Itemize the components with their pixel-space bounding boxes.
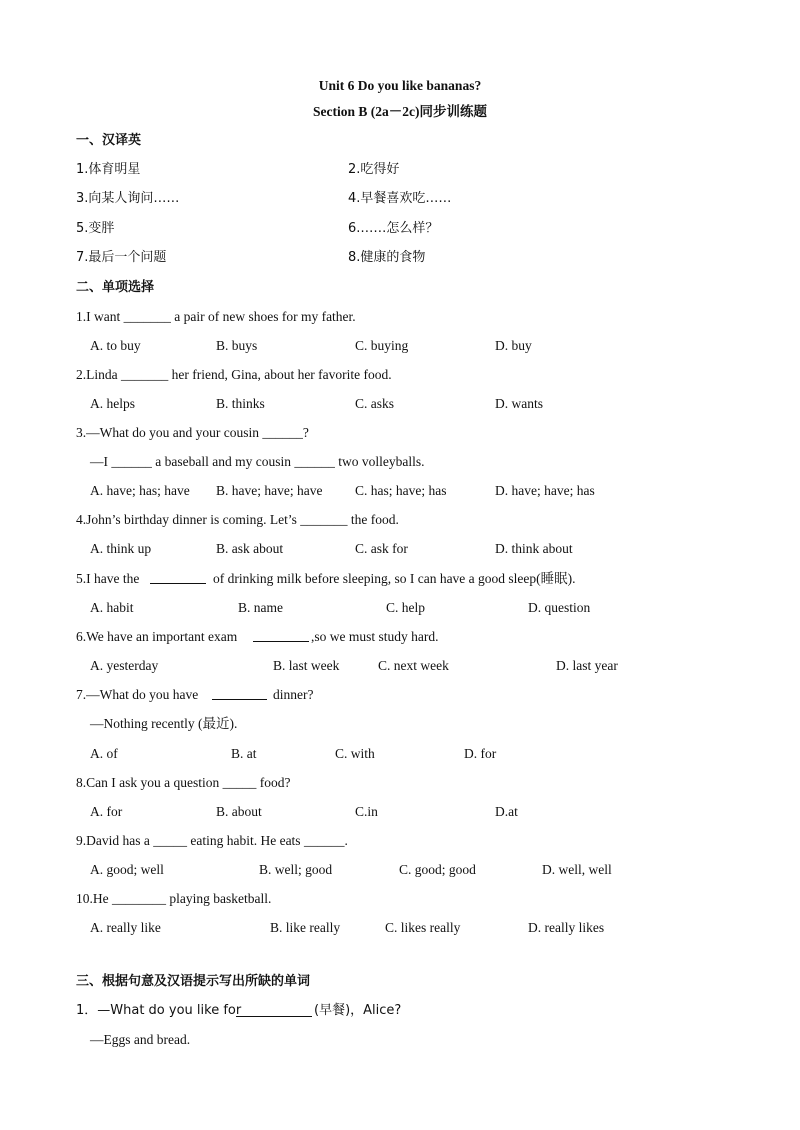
answer-blank — [212, 699, 267, 700]
option-c: C. likes really — [385, 920, 461, 935]
option-d: D. buy — [495, 338, 532, 353]
question-stem-line2: —Nothing recently (最近). — [90, 716, 238, 731]
option-d: D. for — [464, 746, 497, 761]
page-subtitle: Section B (2a－2c)同步训练题 — [313, 104, 487, 119]
translate-item: 4.早餐喜欢吃…… — [348, 191, 452, 206]
section3-heading: 三、根据句意及汉语提示写出所缺的单词 — [76, 974, 311, 989]
option-a: A. for — [90, 804, 123, 819]
question-stem-line2: —I ______ a baseball and my cousin ______ two volleyballs. — [90, 454, 425, 469]
answer-blank — [150, 583, 206, 584]
question-stem: 3.—What do you and your cousin ______? — [76, 425, 309, 440]
translate-item: 1.体育明星 — [76, 162, 141, 177]
section1-heading: 一、汉译英 — [76, 133, 142, 148]
option-a: A. good; well — [90, 862, 164, 877]
option-c: C. buying — [355, 338, 409, 353]
question-stem: 9.David has a _____ eating habit. He eats ______. — [76, 833, 348, 848]
question-stem: 5.I have the — [76, 571, 140, 586]
option-a: A. habit — [90, 600, 134, 615]
option-a: A. think up — [90, 541, 152, 556]
option-b: B. well; good — [259, 862, 333, 877]
option-d: D. have; have; has — [495, 483, 595, 498]
option-c: C. with — [335, 746, 375, 761]
option-c: C. help — [386, 600, 425, 615]
option-c: C.in — [355, 804, 378, 819]
answer-line: —Eggs and bread. — [90, 1032, 191, 1047]
option-b: B. like really — [270, 920, 341, 935]
question-stem: 2.Linda _______ her friend, Gina, about her favorite food. — [76, 367, 392, 382]
option-b: B. last week — [273, 658, 340, 673]
option-d: D. really likes — [528, 920, 605, 935]
question-stem-cont: ,so we must study hard. — [311, 629, 439, 644]
question-stem: 1．—What do you like for — [76, 1003, 242, 1018]
option-c: C. ask for — [355, 541, 408, 556]
option-b: B. ask about — [216, 541, 284, 556]
question-stem: 8.Can I ask you a question _____ food? — [76, 775, 291, 790]
option-a: A. helps — [90, 396, 135, 411]
option-b: B. at — [231, 746, 257, 761]
question-stem-cont: of drinking milk before sleeping, so I can have a good sleep(睡眠). — [213, 571, 576, 586]
option-c: C. has; have; has — [355, 483, 447, 498]
option-b: B. name — [238, 600, 283, 615]
translate-item: 5.变胖 — [76, 221, 115, 236]
option-a: A. to buy — [90, 338, 141, 353]
question-stem: 10.He ________ playing basketball. — [76, 891, 272, 906]
option-d: D. well, well — [542, 862, 612, 877]
option-c: C. next week — [378, 658, 449, 673]
option-c: C. good; good — [399, 862, 476, 877]
question-stem-cont: dinner? — [273, 687, 314, 702]
question-stem: 7.—What do you have — [76, 687, 199, 702]
option-d: D. question — [528, 600, 591, 615]
option-d: D. last year — [556, 658, 618, 673]
translate-item: 8.健康的食物 — [348, 250, 426, 265]
translate-item: 7.最后一个问题 — [76, 250, 167, 265]
option-b: B. thinks — [216, 396, 265, 411]
option-a: A. of — [90, 746, 118, 761]
option-a: A. have; has; have — [90, 483, 190, 498]
answer-blank — [236, 1016, 312, 1017]
option-d: D. wants — [495, 396, 543, 411]
translate-item: 6.……怎么样？ — [348, 221, 439, 236]
question-stem: 4.John’s birthday dinner is coming. Let’s _______ the food. — [76, 512, 399, 527]
option-a: A. really like — [90, 920, 161, 935]
option-b: B. buys — [216, 338, 258, 353]
option-c: C. asks — [355, 396, 395, 411]
option-d: D.at — [495, 804, 518, 819]
question-stem: 6.We have an important exam — [76, 629, 238, 644]
page-title: Unit 6 Do you like bananas? — [318, 78, 482, 93]
question-stem: 1.I want _______ a pair of new shoes for my father. — [76, 309, 356, 324]
answer-blank — [253, 641, 309, 642]
option-b: B. about — [216, 804, 262, 819]
question-stem-cont: (早餐)，Alice? — [314, 1003, 402, 1018]
translate-item: 2.吃得好 — [348, 162, 400, 177]
option-b: B. have; have; have — [216, 483, 323, 498]
translate-item: 3.向某人询问…… — [76, 191, 180, 206]
section2-heading: 二、单项选择 — [76, 280, 155, 295]
option-d: D. think about — [495, 541, 573, 556]
option-a: A. yesterday — [90, 658, 159, 673]
